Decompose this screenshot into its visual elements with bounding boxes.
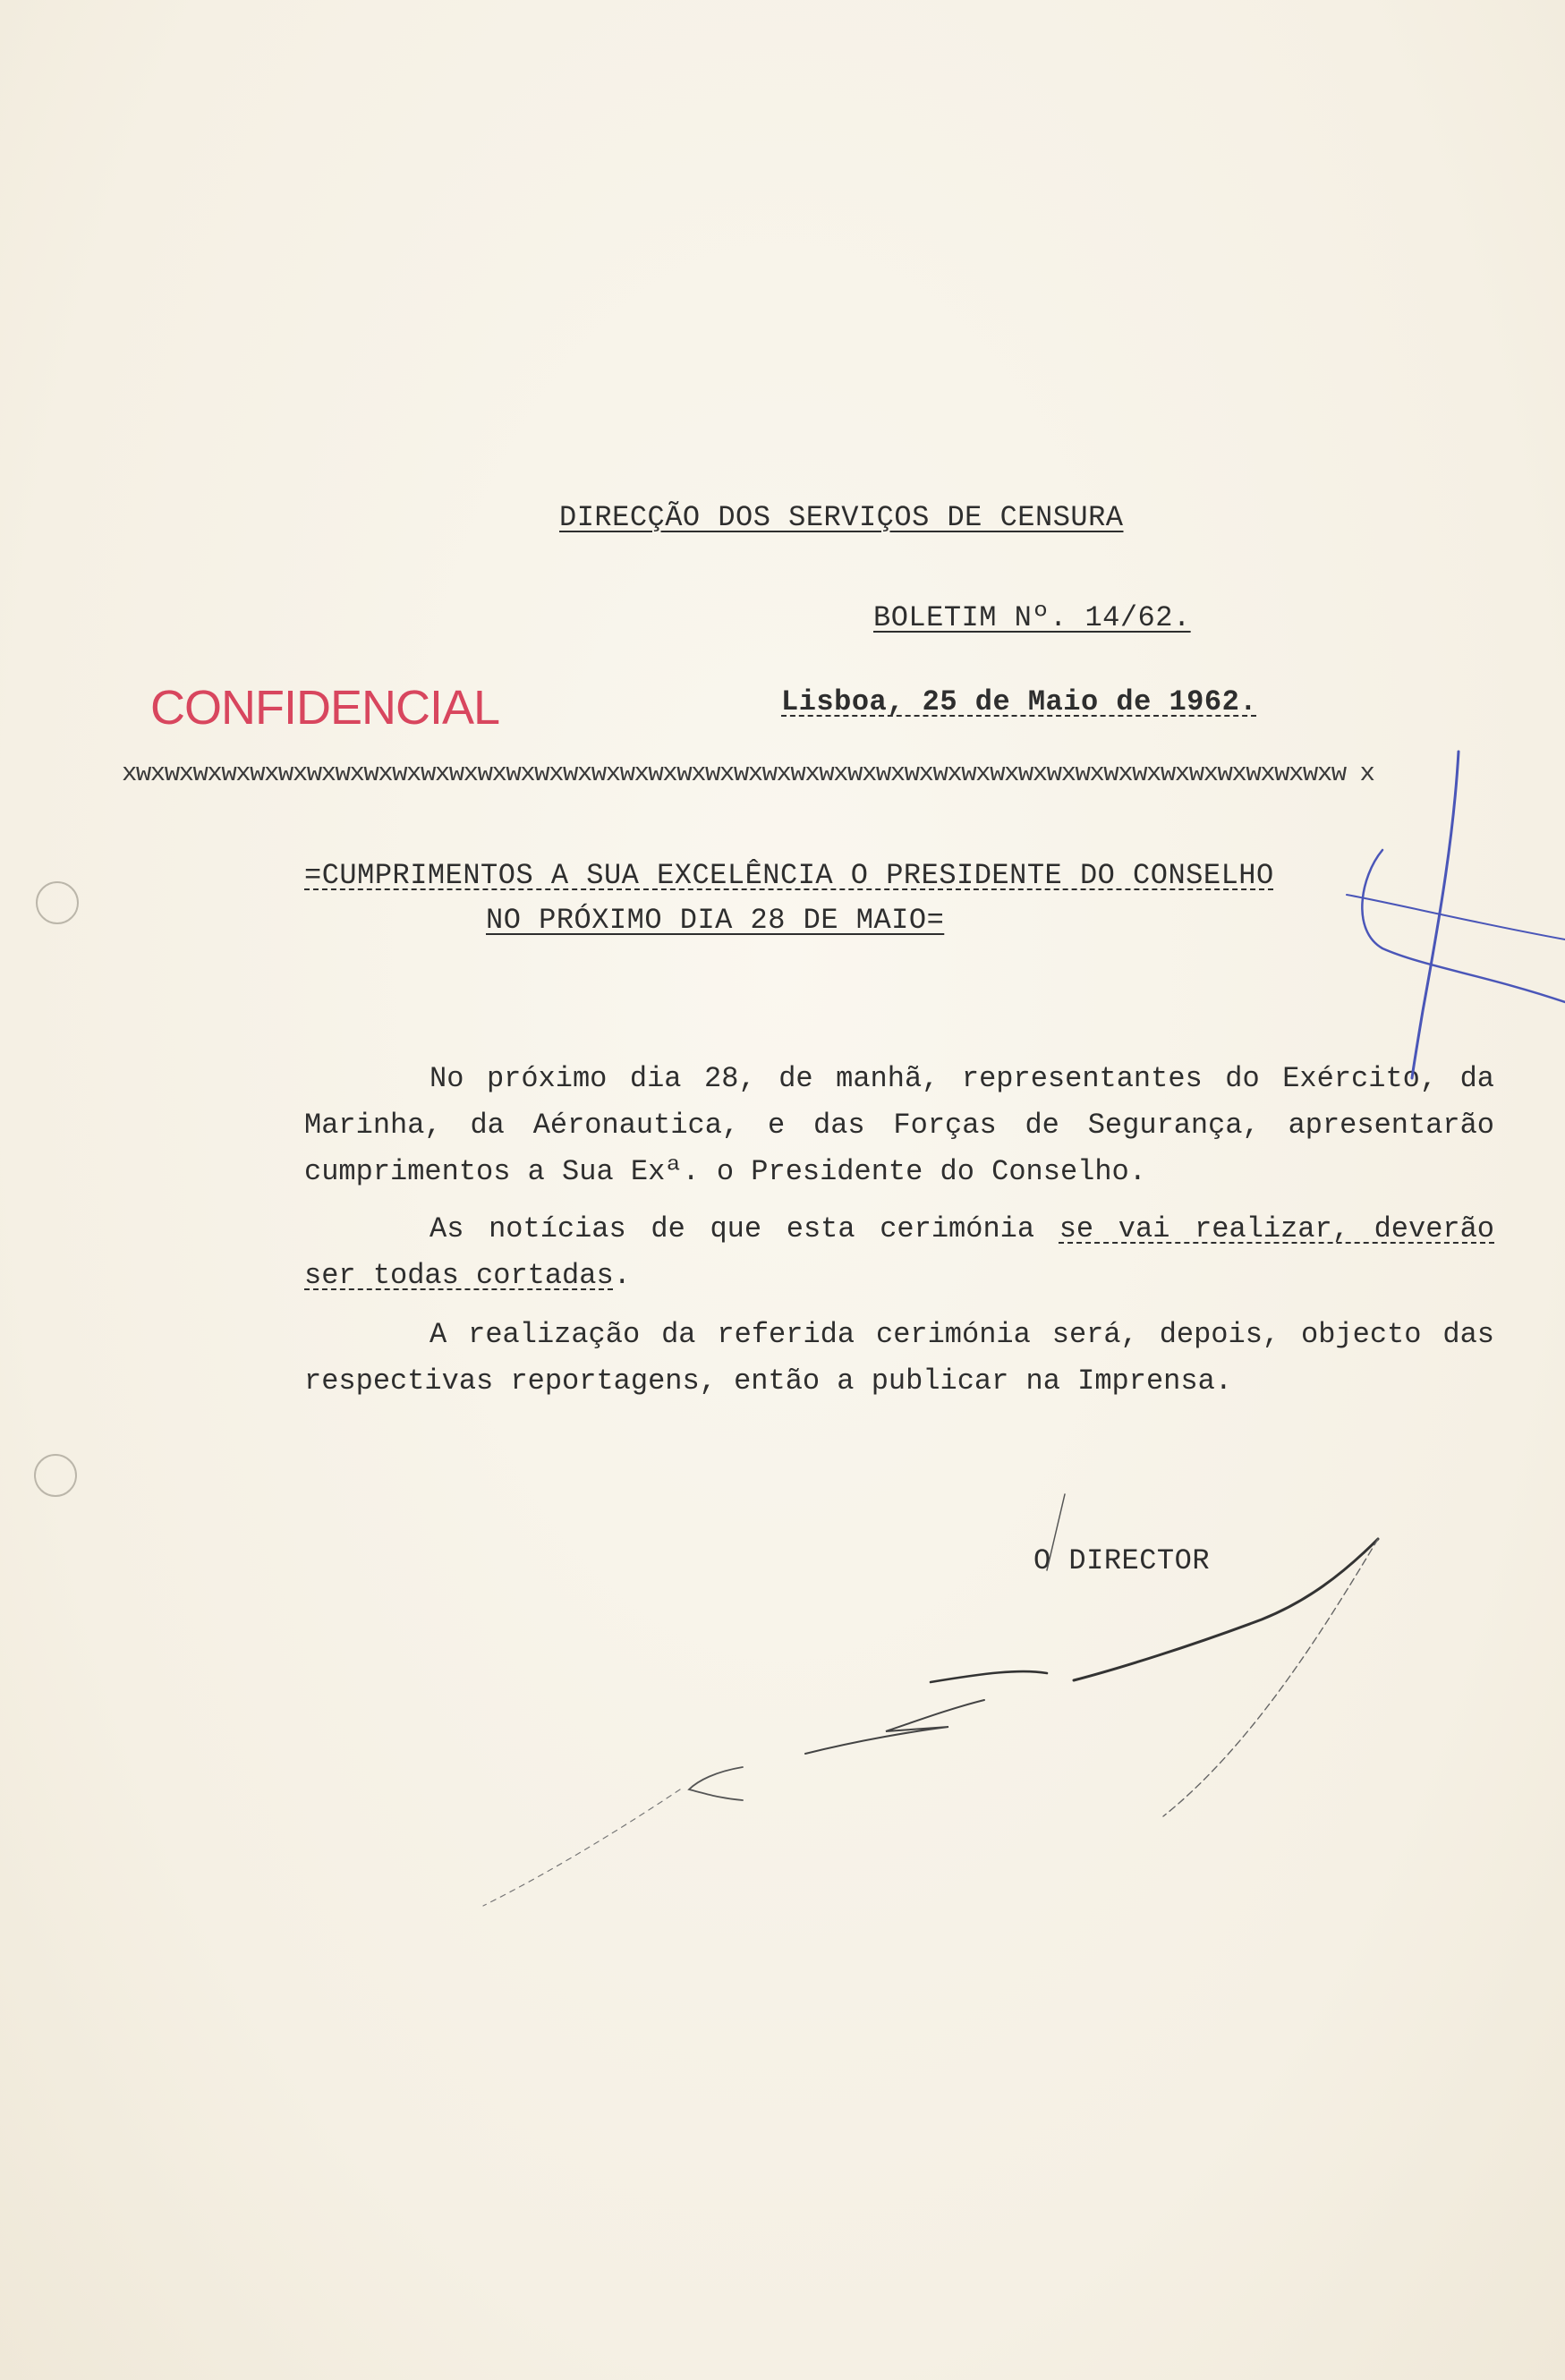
bulletin-number: BOLETIM Nº. 14/62. — [873, 601, 1191, 634]
signature-stroke-6 — [483, 1789, 680, 1906]
subject-line-1: =CUMPRIMENTOS A SUA EXCELÊNCIA O PRESIDENTE DO CONSELHO — [304, 859, 1274, 892]
paragraph-3-text: A realização da referida cerimónia será, depois, objecto das respectivas reportagens, então a publicar na Imprensa. — [304, 1318, 1494, 1398]
confidential-stamp: CONFIDENCIAL — [150, 681, 500, 735]
paragraph-1-text: No próximo dia 28, de manhã, representantes do Exército, da Marinha, da Aéronautica, e das Forças de Segurança, apresentarão cumprimentos a Sua Exª. o Presidente do Conselho. — [304, 1062, 1494, 1188]
paragraph-2 — [304, 1206, 1494, 1299]
punch-hole-bottom — [34, 1454, 77, 1497]
signature-stroke-7 — [931, 1671, 1047, 1682]
place-date: Lisboa, 25 de Maio de 1962. — [781, 685, 1257, 718]
blue-pen-cross — [1347, 895, 1565, 939]
blue-pen-mark — [1412, 752, 1459, 1078]
paragraph-1 — [304, 1056, 1494, 1195]
paragraph-2-emphasis: se vai realizar, deverão ser todas cortadas — [304, 1212, 1494, 1292]
paragraph-2-end: . — [613, 1259, 631, 1292]
blue-pen-loop — [1362, 850, 1565, 1002]
signature-stroke-3 — [1163, 1539, 1378, 1816]
signature-stroke-5 — [689, 1767, 743, 1800]
punch-hole-top — [36, 881, 79, 924]
office-heading: DIRECÇÃO DOS SERVIÇOS DE CENSURA — [559, 501, 1124, 534]
paragraph-3 — [304, 1312, 1494, 1405]
signature-title: O DIRECTOR — [1033, 1544, 1211, 1577]
paragraph-2-start: As notícias de que esta cerimónia — [430, 1212, 1059, 1245]
separator-line: xwxwxwxwxwxwxwxwxwxwxwxwxwxwxwxwxwxwxwxwxwxwxwxwxwxwxwxwxwxwxwxwxwxwxwxwxwxwxwxwxwxwxw x — [122, 759, 1374, 788]
subject-line-2: NO PRÓXIMO DIA 28 DE MAIO= — [486, 904, 945, 937]
signature-stroke-4 — [805, 1700, 984, 1754]
